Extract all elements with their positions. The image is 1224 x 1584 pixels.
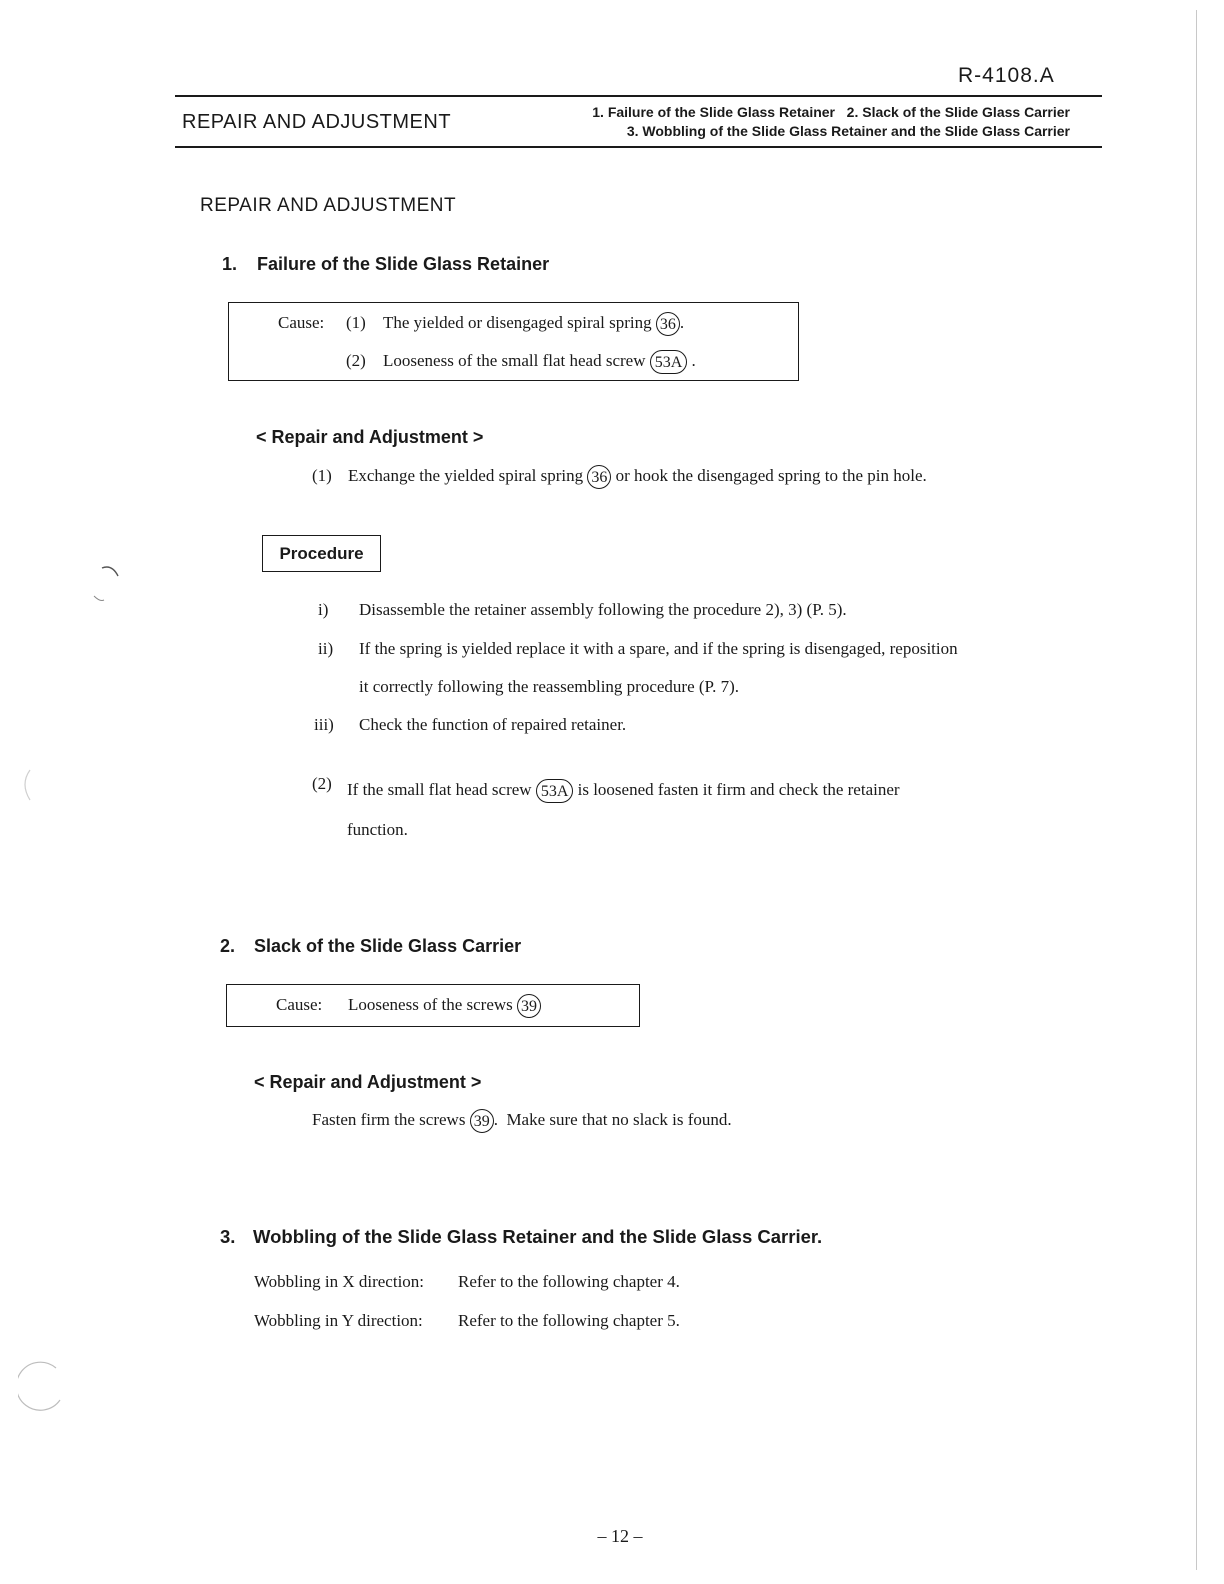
section1-repair2-text-a: If the small flat head screw bbox=[347, 780, 532, 799]
header-topics-line2: 3. Wobbling of the Slide Glass Retainer and the Slide Glass Carrier bbox=[626, 123, 1070, 139]
section1-cause1-num: (1) bbox=[346, 313, 366, 332]
procedure-step-text: If the spring is yielded replace it with a spare, and if the spring is disengaged, reposition bbox=[359, 639, 958, 658]
section2-repair-row bbox=[312, 1107, 732, 1133]
header-section-label: REPAIR AND ADJUSTMENT bbox=[182, 111, 452, 133]
procedure-step bbox=[318, 675, 739, 699]
section2-heading bbox=[220, 936, 521, 957]
section3-line1 bbox=[254, 1270, 680, 1294]
part-ref-53a-icon: 53A bbox=[650, 350, 688, 374]
section3-line2-label: Wobbling in Y direction: bbox=[254, 1311, 423, 1330]
section3-line2-text: Refer to the following chapter 5. bbox=[458, 1311, 680, 1330]
section1-repair1-num: (1) bbox=[312, 466, 332, 485]
scan-edge-line bbox=[1196, 10, 1197, 1570]
section1-cause-row2 bbox=[346, 348, 696, 374]
punch-hole-mark bbox=[18, 1360, 68, 1420]
section1-heading-text: Failure of the Slide Glass Retainer bbox=[257, 254, 550, 274]
procedure-step-num: iii) bbox=[314, 715, 334, 734]
procedure-label-box bbox=[262, 535, 381, 572]
section2-cause-row bbox=[276, 992, 541, 1018]
section1-cause1-end: . bbox=[679, 313, 685, 332]
page-title: REPAIR AND ADJUSTMENT bbox=[200, 195, 457, 216]
procedure-step bbox=[318, 598, 847, 622]
page-number: – 12 – bbox=[597, 1526, 643, 1546]
procedure-step-num: i) bbox=[318, 600, 329, 619]
section1-repair1 bbox=[312, 463, 927, 489]
header-rule-top bbox=[175, 95, 1102, 97]
part-ref-53a-icon: 53A bbox=[536, 779, 574, 803]
section1-repair1-text-b: or hook the disengaged spring to the pin hole. bbox=[615, 466, 927, 485]
section2-cause-label: Cause: bbox=[276, 995, 323, 1014]
section2-heading-num: 2. bbox=[220, 936, 236, 956]
section3-heading bbox=[220, 1226, 822, 1248]
section3-heading-num: 3. bbox=[220, 1226, 236, 1247]
section2-repair-text-a: Fasten firm the screws bbox=[312, 1110, 466, 1129]
section2-repair-text-b: . Make sure that no slack is found. bbox=[493, 1110, 732, 1129]
section1-cause-label: Cause: bbox=[278, 313, 325, 332]
scan-mark bbox=[90, 560, 130, 610]
section1-heading-num: 1. bbox=[222, 254, 238, 274]
part-ref-36-icon: 36 bbox=[656, 312, 680, 336]
header-rule-bottom bbox=[175, 146, 1102, 148]
section1-repair2-num: (2) bbox=[312, 774, 332, 793]
part-ref-39-icon: 39 bbox=[470, 1109, 494, 1133]
scan-mark bbox=[16, 760, 66, 810]
section1-repair1-text-a: Exchange the yielded spiral spring bbox=[348, 466, 584, 485]
section1-heading bbox=[222, 254, 549, 275]
section1-repair-heading: < Repair and Adjustment > bbox=[256, 427, 484, 447]
part-ref-36-icon: 36 bbox=[587, 465, 611, 489]
section1-cause2-text: Looseness of the small flat head screw bbox=[383, 351, 646, 370]
section1-repair2-cont: function. bbox=[347, 820, 408, 839]
section2-heading-text: Slack of the Slide Glass Carrier bbox=[254, 936, 522, 956]
section2-repair-heading: < Repair and Adjustment > bbox=[254, 1072, 482, 1092]
section3-line2 bbox=[254, 1309, 680, 1333]
section1-cause2-num: (2) bbox=[346, 351, 366, 370]
section1-cause-row1 bbox=[278, 310, 684, 336]
section1-repair2-text-b: is loosened fasten it firm and check the retainer bbox=[577, 780, 900, 799]
header-topics-line1: 1. Failure of the Slide Glass Retainer 2. Slack of the Slide Glass Carrier bbox=[592, 104, 1070, 120]
procedure-step-text: Disassemble the retainer assembly following the procedure 2), 3) (P. 5). bbox=[359, 600, 847, 619]
section3-heading-text: Wobbling of the Slide Glass Retainer and the Slide Glass Carrier. bbox=[253, 1226, 823, 1247]
procedure-step-num: ii) bbox=[318, 639, 334, 658]
section1-cause1-text: The yielded or disengaged spiral spring bbox=[383, 313, 652, 332]
section3-line1-text: Refer to the following chapter 4. bbox=[458, 1272, 680, 1291]
procedure-step-text: it correctly following the reassembling procedure (P. 7). bbox=[359, 677, 740, 696]
procedure-label: Procedure bbox=[279, 544, 364, 563]
doc-code: R-4108.A bbox=[958, 64, 1055, 87]
section1-repair2 bbox=[312, 774, 900, 803]
procedure-step bbox=[318, 637, 958, 661]
section3-line1-label: Wobbling in X direction: bbox=[254, 1272, 425, 1291]
procedure-step-text: Check the function of repaired retainer. bbox=[359, 715, 627, 734]
section1-cause2-end: . bbox=[691, 351, 696, 370]
part-ref-39-icon: 39 bbox=[517, 994, 541, 1018]
procedure-step bbox=[314, 713, 626, 737]
section2-cause-text: Looseness of the screws bbox=[348, 995, 513, 1014]
